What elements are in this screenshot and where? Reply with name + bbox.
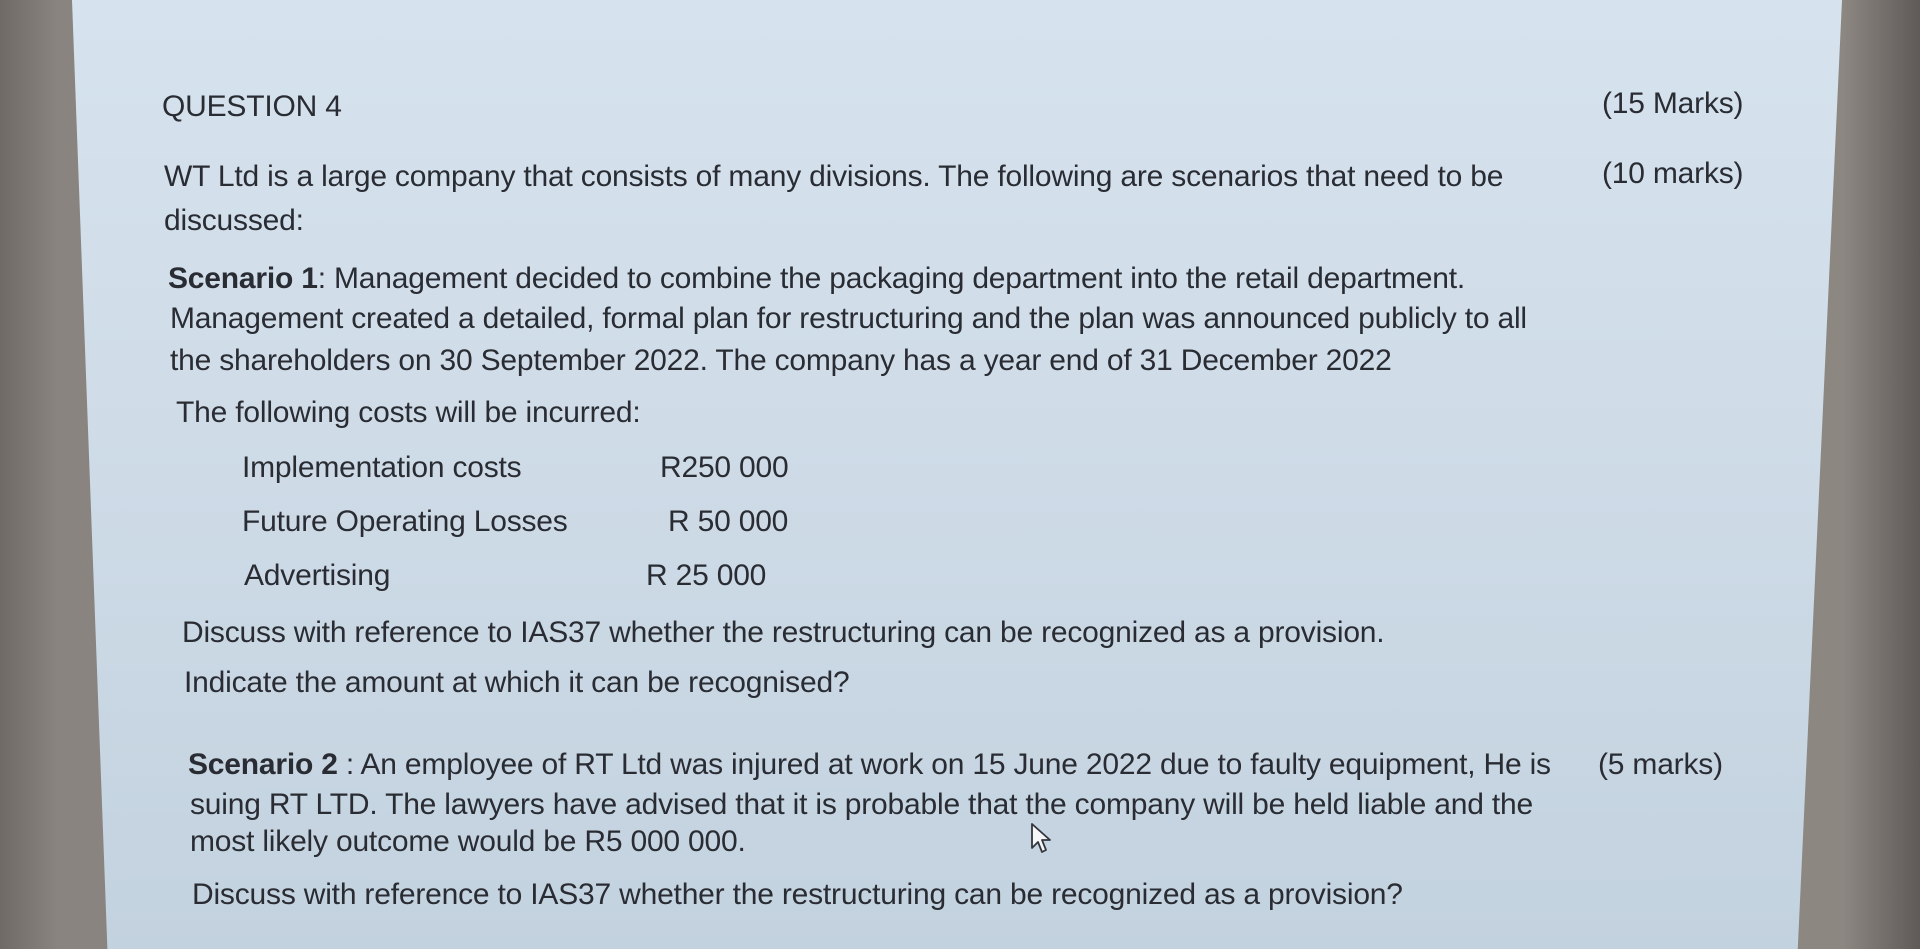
scenario1-line-2: Management created a detailed, formal plan for restructuring and the plan was announced publicly to all — [170, 302, 1527, 335]
scenario2-text: : An employee of RT Ltd was injured at work on 15 June 2022 due to faulty equipment, He is — [337, 748, 1551, 781]
scenario1-line-1 — [168, 258, 1465, 300]
scenario1-question-1: Discuss with reference to IAS37 whether the restructuring can be recognized as a provision. — [182, 616, 1385, 649]
intro-line-2: discussed: — [164, 204, 304, 237]
question-title: QUESTION 4 — [162, 90, 342, 123]
cost-item-name: Advertising — [244, 559, 391, 592]
cost-item-name: Future Operating Losses — [242, 505, 568, 538]
scenario2-label: Scenario 2 — [188, 748, 338, 781]
scenario1-text: : Management decided to combine the packaging department into the retail department. — [317, 262, 1466, 295]
cost-item-amount: R250 000 — [660, 451, 789, 484]
scenario2-line-2: suing RT LTD. The lawyers have advised that it is probable that the company will be held liable and the — [190, 788, 1533, 821]
scenario1-question-2: Indicate the amount at which it can be recognised? — [184, 666, 850, 699]
mouse-pointer-icon — [1030, 822, 1054, 856]
scenario2-line-1 — [188, 744, 1551, 786]
total-marks: (15 Marks) — [1602, 87, 1744, 120]
scenario2-line-3: most likely outcome would be R5 000 000. — [190, 825, 746, 858]
cost-item-name: Implementation costs — [242, 451, 522, 484]
intro-line-1: WT Ltd is a large company that consists of many divisions. The following are scenarios that need to be — [164, 160, 1504, 193]
scenario1-line-3: the shareholders on 30 September 2022. The company has a year end of 31 December 2022 — [170, 344, 1392, 377]
scenario2-marks: (5 marks) — [1598, 748, 1723, 781]
costs-intro: The following costs will be incurred: — [176, 396, 641, 429]
intro-marks: (10 marks) — [1602, 157, 1744, 190]
cost-item-amount: R 25 000 — [646, 559, 767, 592]
scenario1-label: Scenario 1 — [168, 262, 318, 295]
cost-item-amount: R 50 000 — [668, 505, 789, 538]
scenario2-question: Discuss with reference to IAS37 whether the restructuring can be recognized as a provision? — [192, 878, 1403, 911]
